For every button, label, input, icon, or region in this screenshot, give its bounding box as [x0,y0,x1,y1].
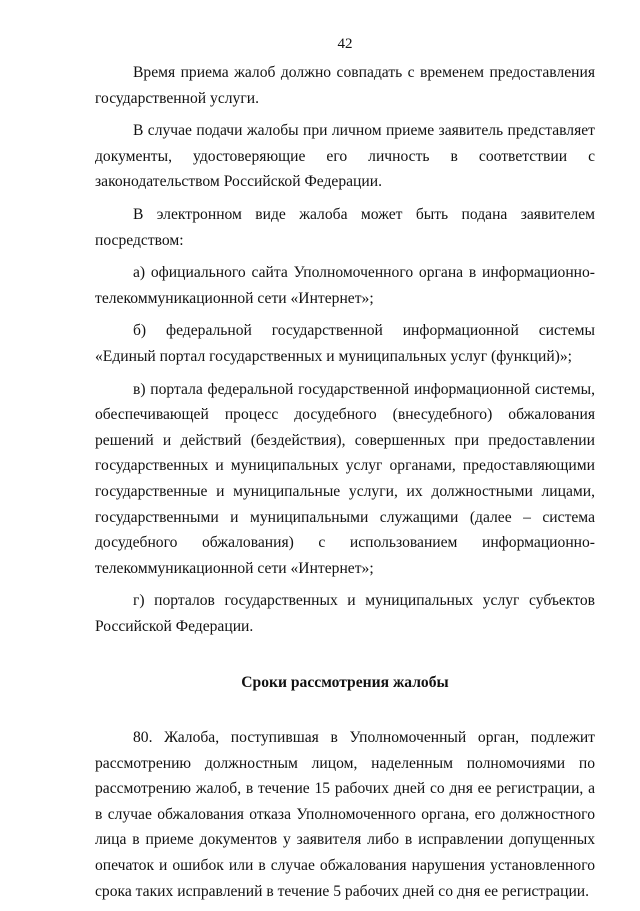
list-item-b: б) федеральной государственной информационной системы «Единый портал государственных и муниципальных услуг (функций)»; [95,322,595,365]
paragraph-complaint-time: Время приема жалоб должно совпадать с временем предоставления государственной услуги. [95,64,595,107]
section-heading: Сроки рассмотрения жалобы [241,674,449,692]
list-item-d: г) порталов государственных и муниципальных услуг субъектов Российской Федерации. [95,592,595,635]
list-item-c: в) портала федеральной государственной информационной системы, обеспечивающей процесс досудебного (внесудебного) обжалования решений и действий (бездействия), совершенных при предоставлении государственных и муниципальных услуг органами, предоставляющими государственные и муниципальные услуги, их должностными лицами, государственными и муниципальными служащими (далее – система досудебного обжалования) с использованием информационно-телекоммуникационной сети «Интернет»; [95,380,595,577]
document-page [95,34,595,911]
paragraph-personal-submission: В случае подачи жалобы при личном приеме заявитель представляет документы, удостоверяющие его личность в соответствии с законодательством Российской Федерации. [95,122,595,191]
page-number: 42 [337,36,353,52]
paragraph-electronic-submission: В электронном виде жалоба может быть подана заявителем посредством: [95,205,595,249]
list-item-a: а) официального сайта Уполномоченного органа в информационно-телекоммуникационной сети «Интернет»; [95,264,595,307]
paragraph-80: 80. Жалоба, поступившая в Уполномоченный орган, подлежит рассмотрению должностным лицом, наделенным полномочиями по рассмотрению жалоб, в течение 15 рабочих дней со дня ее регистрации, а в случае обжалования отказа Уполномоченного органа, его должностного лица в приеме документов у заявителя либо в исправлении допущенных опечаток и ошибок или в случае обжалования нарушения установленного срока таких исправлений в течение 5 рабочих дней со дня ее регистрации. [95,729,595,900]
